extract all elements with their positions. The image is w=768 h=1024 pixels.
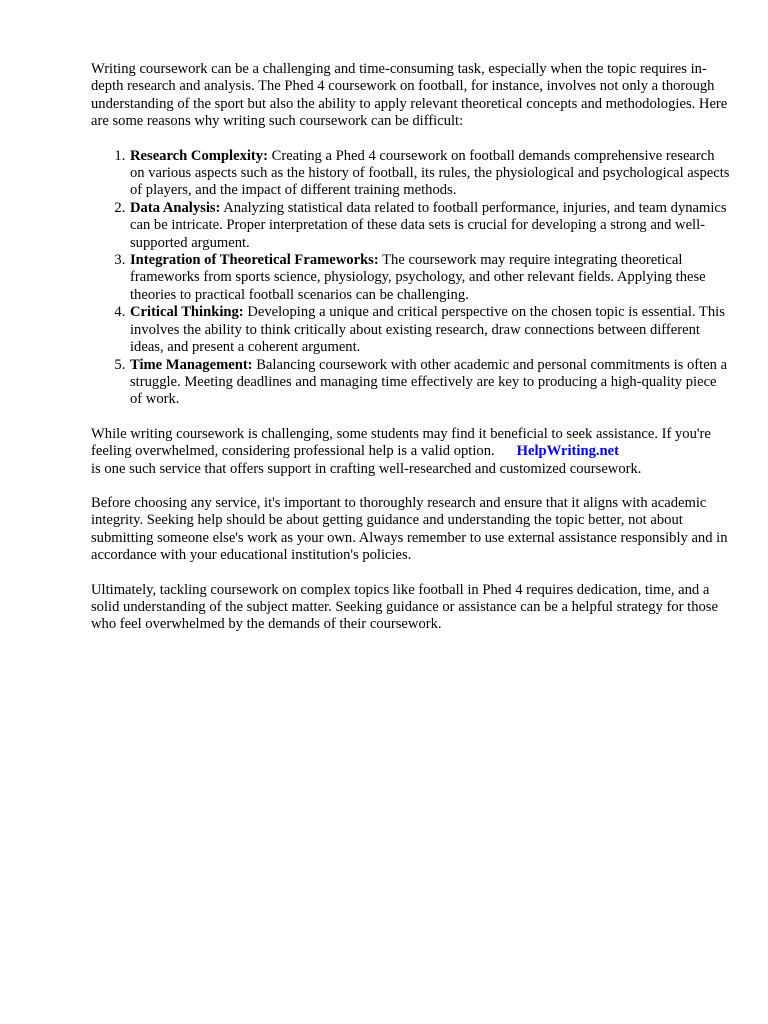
- choosing-service-paragraph: Before choosing any service, it's important to thoroughly research and ensure that it aligns with academic integrity. Seeking help should be about getting guidance and understanding the topic better, not about submitting someone else's work as your own. Always remember to use external assistance responsibly and in accordance with your educational institution's policies.: [91, 494, 728, 564]
- list-item-theoretical-frameworks: [129, 252, 731, 304]
- helpwriting-link[interactable]: HelpWriting.net: [516, 443, 619, 460]
- assistance-text-before: While writing coursework is challenging, some students may find it beneficial to seek assistance. If you're feeling overwhelmed, considering professional help is a valid option.: [91, 425, 711, 460]
- list-item-term: Integration of Theoretical Frameworks:: [130, 252, 379, 269]
- list-item-time-management: [129, 357, 731, 409]
- document-page: [91, 61, 731, 634]
- conclusion-paragraph: Ultimately, tackling coursework on complex topics like football in Phed 4 requires dedication, time, and a solid understanding of the subject matter. Seeking guidance or assistance can be a helpful strategy for those who feel overwhelmed by the demands of their coursework.: [91, 581, 718, 633]
- list-item-term: Critical Thinking:: [130, 304, 244, 321]
- list-item-term: Time Management:: [130, 356, 253, 373]
- list-item-term: Data Analysis:: [130, 199, 221, 216]
- list-item-research-complexity: [129, 148, 731, 200]
- list-item-text: Developing a unique and critical perspective on the chosen topic is essential. This involves the ability to think critically about existing research, draw connections between different ideas, and present a coherent argument.: [130, 304, 725, 356]
- assistance-paragraph: [91, 426, 731, 478]
- list-item-text: Balancing coursework with other academic and personal commitments is often a struggle. Meeting deadlines and managing time effectively are key to producing a high-quality piece of work.: [130, 356, 728, 408]
- list-item-text: The coursework may require integrating theoretical frameworks from sports science, physiology, psychology, and other relevant fields. Applying these theories to practical football scenarios can be challenging.: [130, 252, 706, 303]
- list-item-critical-thinking: [129, 304, 731, 356]
- intro-paragraph: Writing coursework can be a challenging and time-consuming task, especially when the topic requires in-depth research and analysis. The Phed 4 coursework on football, for instance, involves not only a thorough understanding of the sport but also the ability to apply relevant theoretical concepts and methodologies. Here are some reasons why writing such coursework can be difficult:: [91, 61, 728, 130]
- list-item-text: Analyzing statistical data related to football performance, injuries, and team dynamics can be intricate. Proper interpretation of these data sets is crucial for developing a strong and well-supported argument.: [130, 199, 727, 251]
- assistance-text-after: is one such service that offers support in crafting well-researched and customized coursework.: [91, 460, 642, 477]
- difficulty-list: [91, 148, 731, 409]
- list-item-term: Research Complexity:: [130, 147, 268, 164]
- list-item-text: Creating a Phed 4 coursework on football demands comprehensive research on various aspects such as the history of football, its rules, the physiological and psychological aspects of players, and the impact of different training methods.: [130, 147, 730, 199]
- list-item-data-analysis: [129, 200, 731, 252]
